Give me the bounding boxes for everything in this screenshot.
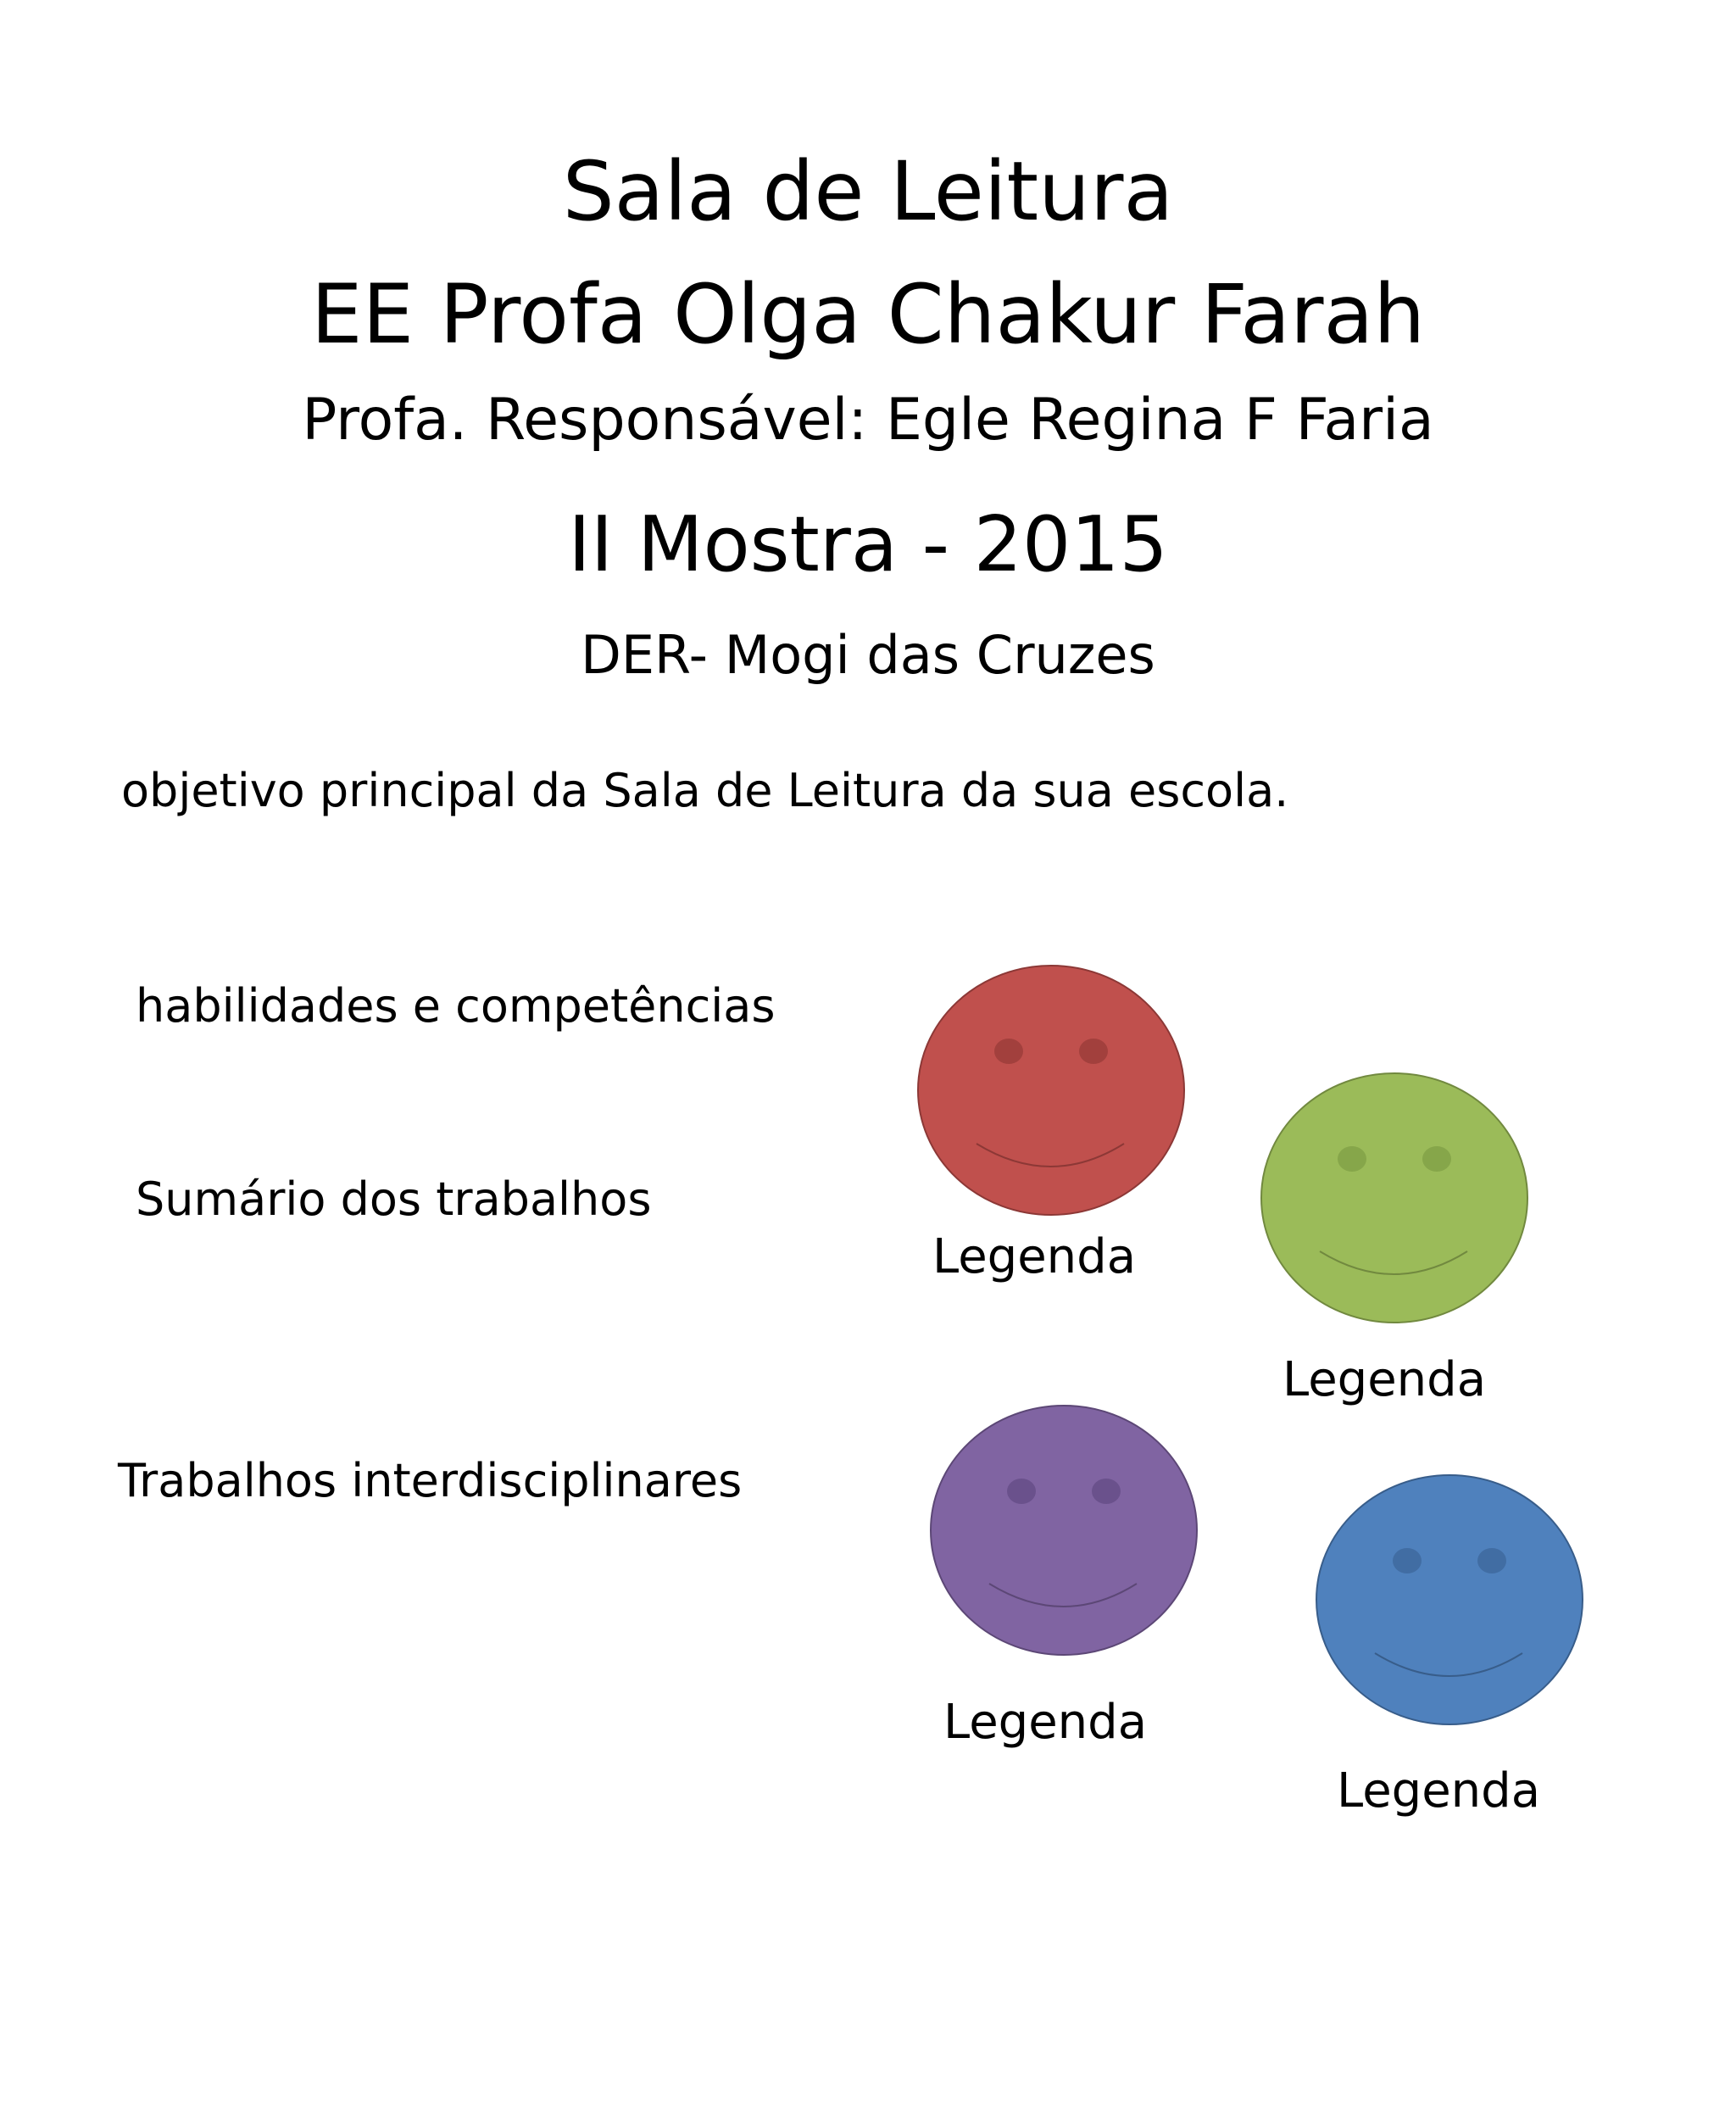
school-name: EE Profa Olga Chakur Farah [310, 267, 1426, 362]
caption-blue-face: Legenda [1337, 1763, 1541, 1818]
objective-text: objetivo principal da Sala de Leitura da sua escola. [121, 764, 1289, 817]
region-label: DER- Mogi das Cruzes [581, 624, 1155, 686]
smiley-face-icon [915, 963, 1187, 1217]
section-summary: Sumário dos trabalhos [136, 1172, 652, 1226]
smiley-face-icon [1314, 1473, 1585, 1727]
section-skills: habilidades e competências [136, 979, 776, 1033]
caption-red-face: Legenda [932, 1229, 1137, 1284]
caption-purple-face: Legenda [943, 1695, 1148, 1750]
page-title: Sala de Leitura [562, 144, 1174, 239]
responsible-teacher: Profa. Responsável: Egle Regina F Faria [302, 387, 1434, 454]
smiley-face-icon [1259, 1071, 1530, 1325]
section-interdisciplinary: Trabalhos interdisciplinares [118, 1454, 743, 1507]
smiley-face-icon [928, 1403, 1199, 1657]
caption-green-face: Legenda [1283, 1352, 1487, 1407]
event-title: II Mostra - 2015 [568, 500, 1168, 589]
